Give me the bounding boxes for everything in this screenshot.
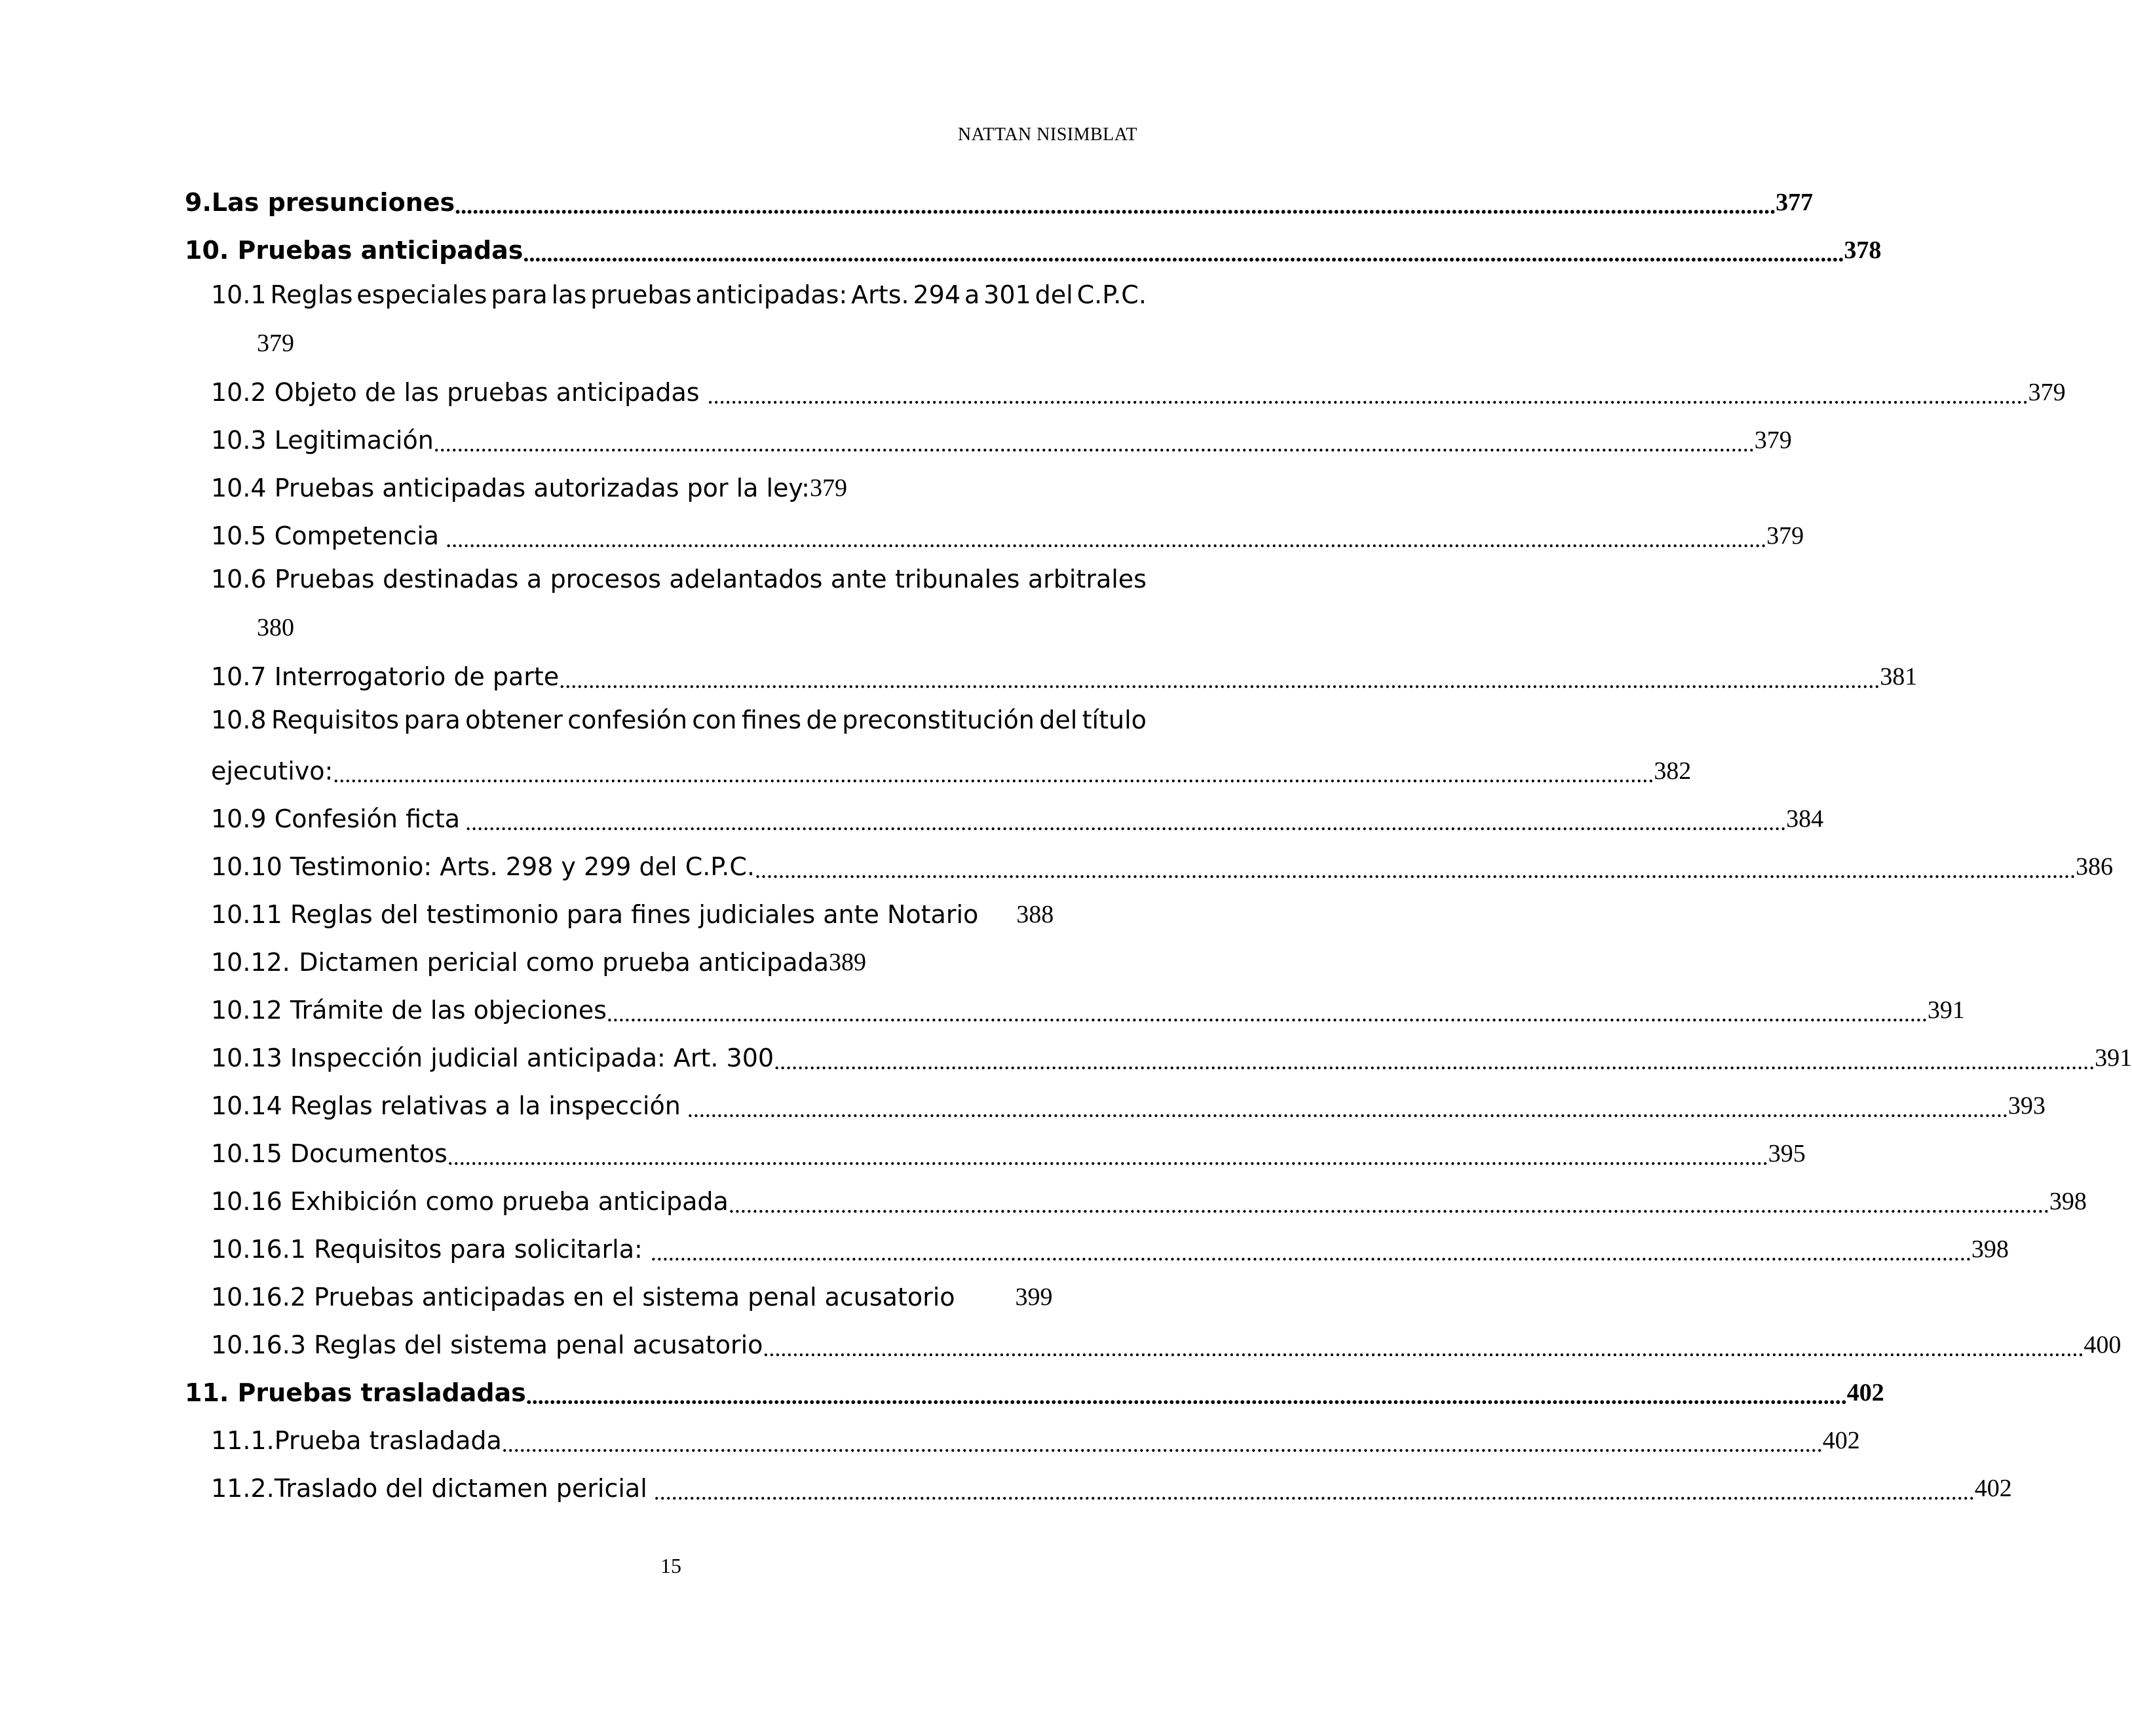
toc-entry[interactable]	[211, 512, 1804, 560]
toc-entry-title: 10.16.1 Requisitos para solicitarla:	[211, 1235, 643, 1264]
toc-word: procesos	[550, 565, 661, 594]
toc-word: a	[526, 565, 543, 594]
leader-dots	[729, 1193, 2049, 1226]
toc-entry-title: Traslado del dictamen pericial	[274, 1474, 647, 1503]
toc-entry[interactable]	[211, 464, 847, 512]
toc-word: 10.1	[211, 280, 267, 309]
leader-dots	[559, 668, 1880, 701]
leader-dots	[687, 1097, 2008, 1130]
toc-word: 301	[983, 280, 1031, 309]
leader-dots	[502, 1432, 1823, 1465]
toc-entry-title[interactable]	[211, 706, 1147, 734]
toc-entry[interactable]	[185, 226, 1882, 274]
toc-entry[interactable]	[211, 1321, 2122, 1369]
toc-entry-page: 384	[1786, 805, 1824, 833]
toc-word: del	[1035, 280, 1073, 309]
toc-entry[interactable]	[211, 416, 1792, 464]
toc-entry-title[interactable]	[211, 280, 1147, 309]
toc-word: del	[1039, 706, 1078, 734]
toc-entry-title: 10.16.3 Reglas del sistema penal acusatorio	[211, 1330, 763, 1359]
toc-entry[interactable]	[211, 842, 2113, 891]
leader-dots	[755, 858, 2076, 891]
toc-word: pruebas	[590, 280, 692, 309]
toc-entry[interactable]	[211, 1177, 2087, 1226]
toc-entry-page: 400	[2084, 1331, 2122, 1359]
toc-entry[interactable]	[211, 368, 2066, 417]
toc-entry-title: 10.16 Exhibición como prueba anticipada	[211, 1187, 729, 1216]
toc-word: preconstitución	[842, 706, 1035, 734]
toc-entry-title: 10.11 Reglas del testimonio para fines judiciales ante Notario	[211, 900, 979, 929]
toc-word: ante	[830, 565, 887, 594]
leader-dots	[651, 1241, 1971, 1274]
toc-entry-page: 389	[829, 949, 866, 976]
toc-word: para	[404, 706, 461, 734]
leader-dots	[333, 763, 1654, 795]
toc-entry-title: 10.12 Trámite de las objeciones	[211, 996, 607, 1025]
toc-word: 294	[913, 280, 961, 309]
toc-entry-page: 379	[809, 474, 847, 502]
toc-entry-page: 379	[257, 330, 294, 357]
leader-dots	[607, 1002, 1928, 1034]
toc-entry-number: 11.2.	[211, 1474, 275, 1503]
leader-dots	[434, 432, 1755, 464]
toc-entry-page: 393	[2008, 1092, 2046, 1120]
toc-entry[interactable]	[211, 747, 1692, 795]
toc-entry-page: 380	[257, 614, 294, 641]
toc-entry[interactable]	[211, 652, 1918, 701]
toc-word: para	[491, 280, 548, 309]
toc-entry[interactable]	[211, 938, 866, 987]
toc-entry-title: 10.7 Interrogatorio de parte	[211, 662, 560, 691]
toc-entry-page: 391	[2095, 1044, 2132, 1072]
toc-entry-number: 10.12.	[211, 948, 290, 977]
leader-dots	[455, 194, 1776, 227]
toc-entry-title: 10.14 Reglas relativas a la inspección	[211, 1091, 681, 1120]
toc-word: destinadas	[383, 565, 519, 594]
leader-dots	[654, 1480, 1975, 1513]
toc-entry-page: 395	[1768, 1140, 1806, 1167]
toc-entry-title: 10.2 Objeto de las pruebas anticipadas	[211, 378, 700, 407]
toc-entry-page: 382	[1654, 757, 1692, 785]
toc-entry[interactable]	[185, 178, 1814, 227]
toc-entry[interactable]	[211, 1464, 2012, 1513]
leader-dots	[774, 1049, 2095, 1082]
leader-dots	[526, 1384, 1847, 1417]
toc-entry-page: 402	[1846, 1379, 1884, 1406]
toc-word: título	[1082, 706, 1147, 734]
toc-entry[interactable]	[211, 986, 1965, 1034]
toc-entry-title: Las presunciones	[211, 188, 455, 217]
toc-entry-page: 399	[1015, 1283, 1053, 1311]
toc-word: Reglas	[270, 280, 353, 309]
toc-word: Arts.	[851, 280, 909, 309]
toc-entry[interactable]	[185, 1368, 1884, 1417]
toc-entry[interactable]	[211, 1225, 2009, 1274]
toc-entry-title: 10.10 Testimonio: Arts. 298 y 299 del C.P.C.	[211, 852, 755, 881]
toc-entry-title: Prueba trasladada	[274, 1426, 502, 1455]
toc-entry-title: 10.4 Pruebas anticipadas autorizadas por la ley:	[211, 474, 810, 502]
leader-dots	[446, 527, 1766, 560]
toc-word: a	[964, 280, 980, 309]
page-number: 15	[660, 1554, 681, 1577]
toc-entry[interactable]	[211, 1416, 1860, 1465]
toc-entry-page: 379	[1754, 426, 1792, 454]
toc-entry-page: 386	[2076, 853, 2113, 880]
toc-entry-title: 11. Pruebas trasladadas	[185, 1378, 526, 1407]
toc-entry-title: 10. Pruebas anticipadas	[185, 236, 523, 265]
toc-entry-title: 10.16.2 Pruebas anticipadas en el sistema penal acusatorio	[211, 1283, 955, 1311]
toc-word: anticipadas:	[695, 280, 848, 309]
toc-entry-title[interactable]	[211, 565, 1147, 594]
toc-entry-title: 10.13 Inspección judicial anticipada: Art. 300	[211, 1044, 774, 1072]
toc-word: 10.6	[211, 565, 267, 594]
toc-entry[interactable]	[211, 1082, 2046, 1130]
toc-entry-page: 398	[1971, 1236, 2009, 1263]
toc-word: Requisitos	[271, 706, 400, 734]
toc-entry-number: 11.1.	[211, 1426, 275, 1455]
toc-word: de	[806, 706, 837, 734]
running-header: NATTAN NISIMBLAT	[957, 124, 1137, 145]
leader-dots	[708, 384, 2028, 417]
toc-entry-page: 402	[1974, 1475, 2012, 1502]
toc-word: obtener	[465, 706, 563, 734]
toc-entry-number: 9.	[185, 188, 212, 217]
toc-word: fines	[741, 706, 802, 734]
toc-word: 10.8	[211, 706, 267, 734]
toc-word: arbitrales	[1027, 565, 1147, 594]
toc-entry-page: 398	[2049, 1188, 2087, 1215]
toc-entry-title: Dictamen pericial como prueba anticipada	[299, 948, 829, 977]
toc-entry-title: 10.9 Confesión ficta	[211, 804, 461, 833]
leader-dots	[763, 1336, 2084, 1369]
toc-entry-title: 10.5 Competencia	[211, 521, 440, 550]
toc-entry[interactable]	[211, 890, 1054, 939]
leader-dots	[465, 810, 1786, 843]
toc-entry[interactable]	[211, 1129, 1806, 1178]
toc-entry-page: 402	[1822, 1427, 1860, 1454]
toc-entry[interactable]	[211, 795, 1824, 843]
toc-word: Pruebas	[275, 565, 375, 594]
toc-word: especiales	[356, 280, 487, 309]
toc-entry-page: 381	[1880, 663, 1918, 690]
toc-entry-page: 391	[1927, 996, 1965, 1024]
toc-word: C.P.C.	[1076, 280, 1147, 309]
toc-entry-title: ejecutivo:	[211, 757, 333, 785]
toc-entry-page: 379	[2028, 379, 2066, 406]
toc-word: tribunales	[894, 565, 1020, 594]
toc-entry[interactable]	[211, 1273, 1053, 1321]
toc-word: adelantados	[669, 565, 823, 594]
leader-dots	[523, 242, 1844, 274]
toc-word: las	[551, 280, 587, 309]
toc-entry[interactable]	[211, 1034, 2132, 1082]
toc-entry-page: 379	[1766, 522, 1804, 550]
leader-dots	[447, 1145, 1768, 1178]
toc-entry-page: 388	[1016, 901, 1054, 928]
toc-entry-title: 10.15 Documentos	[211, 1139, 447, 1168]
toc-word: con	[692, 706, 737, 734]
toc-entry-page: 378	[1844, 236, 1882, 264]
toc-entry-page: 377	[1776, 189, 1814, 216]
toc-entry-title: 10.3 Legitimación	[211, 426, 434, 455]
toc-word: confesión	[567, 706, 687, 734]
